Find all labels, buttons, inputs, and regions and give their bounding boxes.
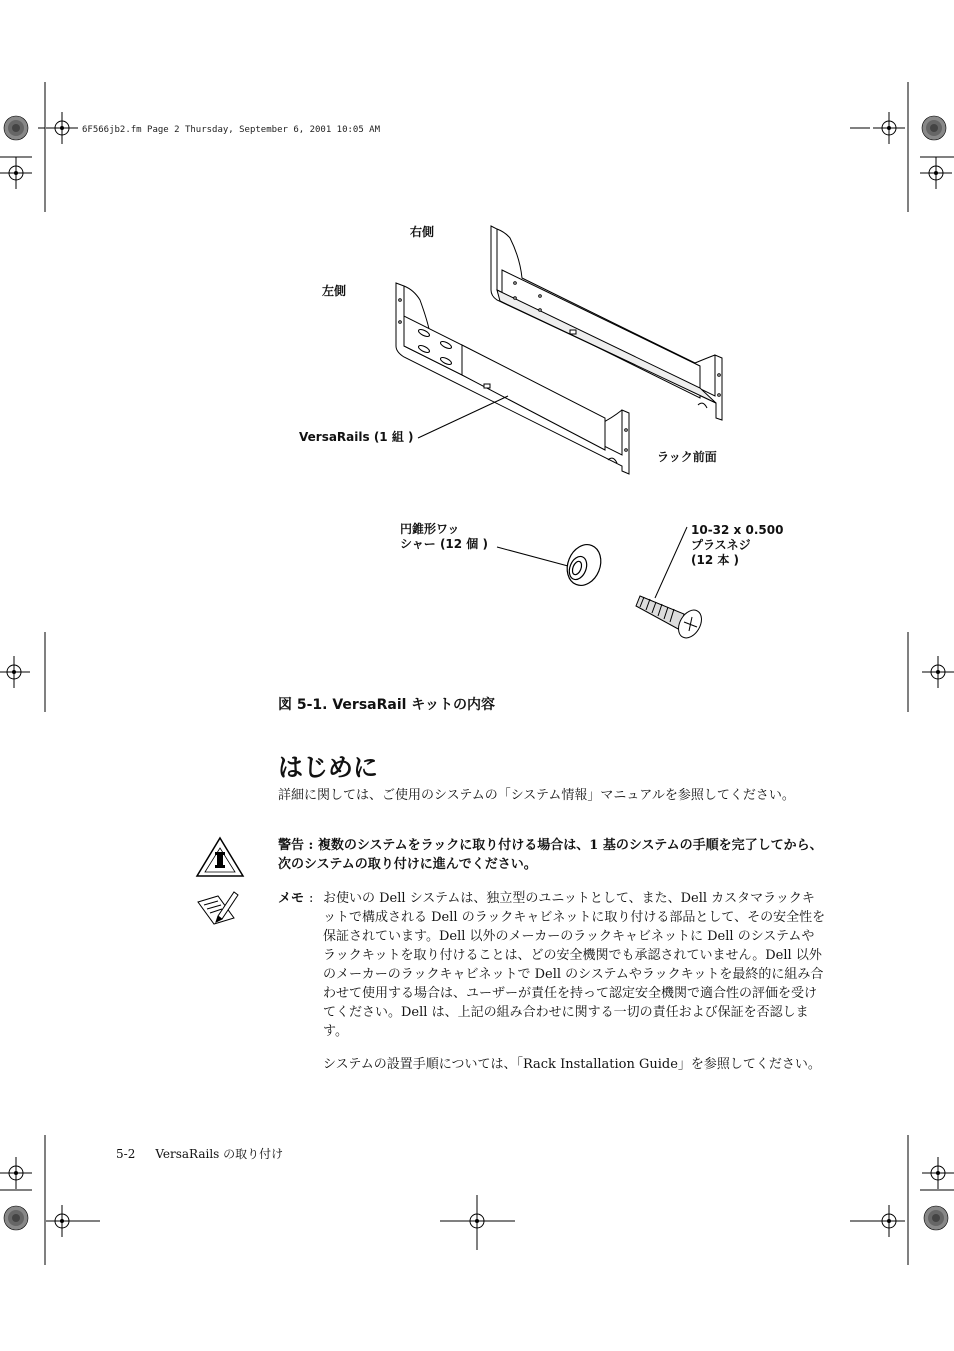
registration-mark-bottom-center [440, 1195, 515, 1250]
leader-line-rails [418, 396, 508, 438]
registration-mark-top-left [0, 82, 78, 212]
registration-mark-top-right [850, 82, 954, 212]
registration-mark-bottom-left [0, 1135, 100, 1265]
chapter-title: VersaRails の取り付け [155, 1147, 284, 1161]
leader-line-washer [497, 547, 568, 566]
note-paragraph: お使いの Dell システムは、独立型のユニットとして、また、Dell カスタマラックキットで構成される Dell のラックキャビネットに取り付ける部品として、その安全性を保証されています。Dell 以外のメーカーのラックキャビネットに Dell のシステムやラックキットを取り付けることは、どの安全機関でも承認されていません。Dell 以外のメーカーのラックキャビネットで Dell のシステムやラックキットを最終的に組み合わせて使用する場合は、ユーザーが責任を持って認定安全機関で適合性の評価を受けてください。Dell は、上記の組み合わせに関する一切の責任および保証を否認します。 [323, 891, 826, 1039]
registration-mark-mid-right [908, 632, 954, 712]
warning-paragraph [278, 836, 826, 874]
intro-paragraph: 詳細に関しては、ご使用のシステムの「システム情報」マニュアルを参照してください。 [278, 788, 795, 803]
warning-lead: 警告 [278, 838, 305, 853]
note-pencil-icon [198, 892, 238, 924]
note-paragraph-2: システムの設置手順については、「Rack Installation Guide」を参照してください。 [323, 1057, 821, 1072]
label-washer: 円錐形ワッ シャー (12 個 ) [400, 522, 488, 551]
registration-mark-bottom-right [850, 1135, 954, 1265]
label-rack-front: ラック前面 [657, 450, 717, 464]
warning-triangle-icon [197, 838, 243, 876]
label-right-side: 右側 [410, 225, 435, 239]
label-left-side: 左側 [322, 284, 347, 298]
screw-illustration [636, 596, 706, 642]
section-heading: はじめに [278, 753, 379, 782]
figure-caption: 図 5-1. VersaRail キットの内容 [278, 697, 496, 713]
note-lead: メモ [278, 891, 305, 906]
leader-line-screw [655, 527, 687, 598]
washer-illustration [561, 540, 606, 591]
print-header-info: 6F566jb2.fm Page 2 Thursday, September 6, 2001 10:05 AM [82, 125, 381, 135]
page-number: 5-2 [116, 1147, 136, 1161]
label-screw: 10-32 x 0.500 プラスネジ (12 本 ) [691, 523, 784, 567]
warning-text: : 複数のシステムをラックに取り付ける場合は、1 基のシステムの手順を完了してから、次のシステムの取り付けに進んでください。 [278, 838, 823, 872]
page-footer [116, 1145, 303, 1162]
note-colon: : [309, 891, 314, 906]
registration-mark-mid-left [0, 632, 45, 712]
label-versarails: VersaRails (1 組 ) [299, 430, 414, 444]
